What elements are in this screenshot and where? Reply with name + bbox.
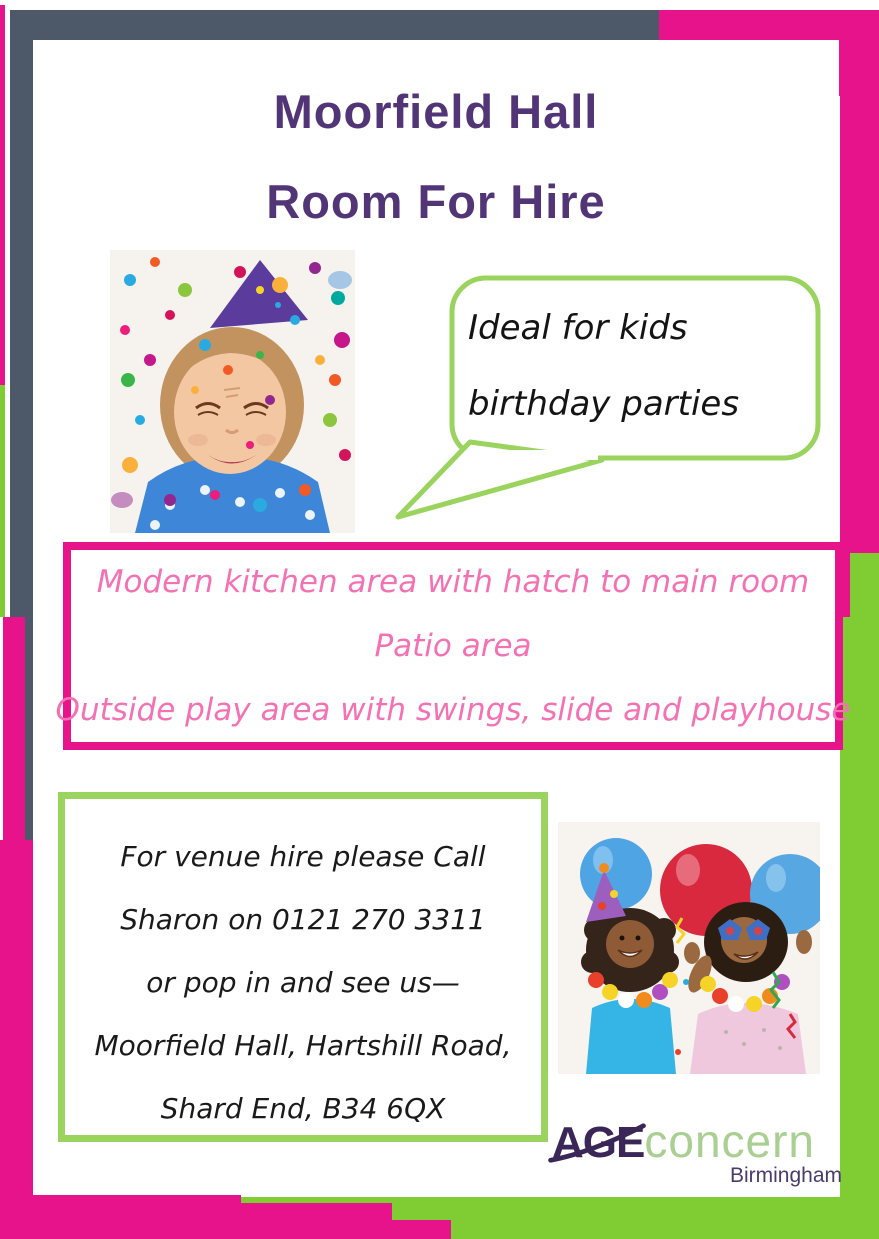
party-kids-photo (558, 822, 820, 1074)
pink-edge-strip-top (0, 5, 5, 385)
speech-bubble-line2: birthday parties (468, 384, 740, 424)
contact-line: or pop in and see us— (146, 966, 460, 999)
features-box (55, 542, 851, 750)
confetti-girl-photo (110, 250, 355, 533)
contact-line: Shard End, B34 6QX (160, 1092, 446, 1125)
green-edge-strip-left (0, 385, 5, 617)
logo-row (552, 1115, 844, 1167)
speech-bubble-text (468, 290, 798, 442)
feature-line: Modern kitchen area with hatch to main room (96, 564, 810, 600)
green-right-sliver (850, 553, 879, 617)
pink-left-lower-column (0, 840, 33, 1239)
gray-left-column (25, 680, 33, 841)
page-title-line2: Room For Hire (266, 175, 606, 228)
page-title-line1: Moorfield Hall (273, 85, 599, 138)
logo-age-text (552, 1120, 644, 1166)
logo-age-label: AGE (552, 1118, 645, 1167)
pink-bottom-step-3 (0, 1220, 451, 1239)
contact-line: For venue hire please Call (120, 840, 486, 873)
pink-right-column (840, 10, 879, 553)
contact-line: Sharon on 0121 270 3311 (120, 903, 486, 936)
contact-line: Moorfield Hall, Hartshill Road, (94, 1029, 512, 1062)
age-concern-logo (552, 1115, 844, 1188)
logo-region-text: Birmingham (729, 1164, 842, 1187)
feature-line: Patio area (374, 628, 532, 664)
pink-left-column (3, 617, 25, 842)
feature-line: Outside play area with swings, slide and playhouse (55, 692, 851, 728)
logo-concern-text: concern (644, 1115, 816, 1167)
speech-bubble-line1: Ideal for kids (468, 308, 688, 348)
contact-box (58, 792, 548, 1142)
